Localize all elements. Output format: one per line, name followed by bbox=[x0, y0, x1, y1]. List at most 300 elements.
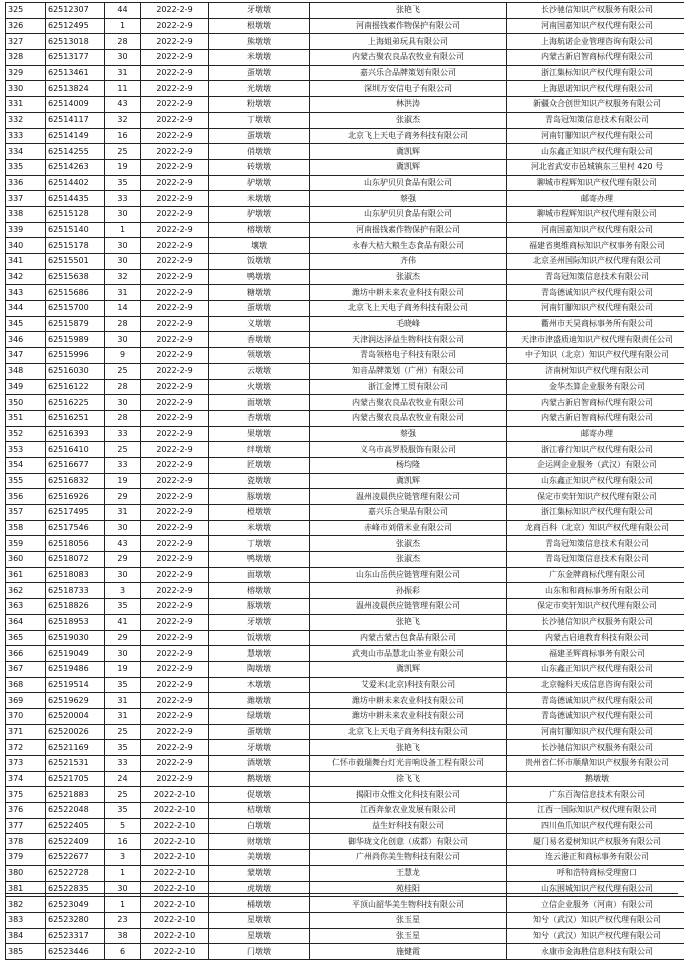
trademark-name: 驴墩墩 bbox=[209, 206, 310, 222]
class-number: 30 bbox=[105, 50, 141, 66]
table-row bbox=[6, 191, 684, 207]
class-number: 3 bbox=[105, 850, 141, 866]
row-index: 342 bbox=[6, 269, 46, 285]
table-row bbox=[6, 505, 684, 521]
registration-number: 62523049 bbox=[46, 897, 105, 913]
agency-name: 天津市津盛质迪知识产权代理有限责任公司 bbox=[507, 332, 684, 348]
filing-date: 2022-2-9 bbox=[141, 65, 209, 81]
class-number: 33 bbox=[105, 457, 141, 473]
row-index: 359 bbox=[6, 536, 46, 552]
filing-date: 2022-2-9 bbox=[141, 489, 209, 505]
registration-number: 62519486 bbox=[46, 661, 105, 677]
applicant-name: 浙江金博工贸有限公司 bbox=[310, 379, 507, 395]
class-number: 28 bbox=[105, 379, 141, 395]
agency-name: 知兮（武汉）知识产权代理有限公司 bbox=[507, 928, 684, 944]
class-number: 33 bbox=[105, 191, 141, 207]
table-row bbox=[6, 50, 684, 66]
filing-date: 2022-2-9 bbox=[141, 536, 209, 552]
agency-name: 山东鑫正知识产权代理有限公司 bbox=[507, 144, 684, 160]
table-row bbox=[6, 112, 684, 128]
class-number: 44 bbox=[105, 3, 141, 19]
registration-number: 62514149 bbox=[46, 128, 105, 144]
agency-name: 河南钉腳知识产权代理有限公司 bbox=[507, 724, 684, 740]
class-number: 25 bbox=[105, 787, 141, 803]
applicant-name: 上海姐弟玩具有限公司 bbox=[310, 34, 507, 50]
table-row bbox=[6, 473, 684, 489]
class-number: 14 bbox=[105, 301, 141, 317]
agency-name: 河南国嘉知识产权代理有限公司 bbox=[507, 18, 684, 34]
trademark-name: 粉墩墩 bbox=[209, 97, 310, 113]
agency-name: 青岛冠知策信息技术有限公司 bbox=[507, 112, 684, 128]
trademark-name: 绊墩墩 bbox=[209, 442, 310, 458]
table-row bbox=[6, 222, 684, 238]
registration-number: 62515989 bbox=[46, 332, 105, 348]
applicant-name: 冀凯辉 bbox=[310, 473, 507, 489]
class-number: 30 bbox=[105, 881, 141, 897]
agency-name: 邮寄办理 bbox=[507, 426, 684, 442]
row-index: 377 bbox=[6, 818, 46, 834]
filing-date: 2022-2-9 bbox=[141, 442, 209, 458]
class-number: 33 bbox=[105, 426, 141, 442]
applicant-name: 艾爱米(北京)科技有限公司 bbox=[310, 677, 507, 693]
registration-number: 62516677 bbox=[46, 457, 105, 473]
row-index: 375 bbox=[6, 787, 46, 803]
filing-date: 2022-2-9 bbox=[141, 410, 209, 426]
filing-date: 2022-2-10 bbox=[141, 818, 209, 834]
registration-number: 62519514 bbox=[46, 677, 105, 693]
registration-number: 62522728 bbox=[46, 865, 105, 881]
table-row bbox=[6, 567, 684, 583]
applicant-name: 张淑杰 bbox=[310, 269, 507, 285]
filing-date: 2022-2-9 bbox=[141, 238, 209, 254]
filing-date: 2022-2-9 bbox=[141, 144, 209, 160]
applicant-name: 山东山岳供应链管理有限公司 bbox=[310, 567, 507, 583]
row-index: 382 bbox=[6, 897, 46, 913]
registration-number: 62521169 bbox=[46, 740, 105, 756]
registration-number: 62518733 bbox=[46, 583, 105, 599]
table-row bbox=[6, 928, 684, 944]
registration-number: 62513018 bbox=[46, 34, 105, 50]
table-row bbox=[6, 834, 684, 850]
table-row bbox=[6, 285, 684, 301]
row-index: 352 bbox=[6, 426, 46, 442]
applicant-name: 北京飞上天电子商务科技有限公司 bbox=[310, 724, 507, 740]
table-row bbox=[6, 128, 684, 144]
class-number: 1 bbox=[105, 222, 141, 238]
table-row bbox=[6, 693, 684, 709]
table-row bbox=[6, 818, 684, 834]
filing-date: 2022-2-9 bbox=[141, 771, 209, 787]
registration-number: 62515638 bbox=[46, 269, 105, 285]
applicant-name: 张艳飞 bbox=[310, 3, 507, 19]
agency-name: 福建省奥维商标知识产权事务有限公司 bbox=[507, 238, 684, 254]
agency-name: 青岛德诚知识产权代理有限公司 bbox=[507, 708, 684, 724]
agency-name: 呼和浩特商标受理窗口 bbox=[507, 865, 684, 881]
row-index: 368 bbox=[6, 677, 46, 693]
trademark-name: 果墩墩 bbox=[209, 426, 310, 442]
registration-number: 62512495 bbox=[46, 18, 105, 34]
class-number: 35 bbox=[105, 740, 141, 756]
row-index: 327 bbox=[6, 34, 46, 50]
applicant-name: 林洪涛 bbox=[310, 97, 507, 113]
agency-name: 山东和和商标事务所有限公司 bbox=[507, 583, 684, 599]
filing-date: 2022-2-10 bbox=[141, 881, 209, 897]
trademark-name: 木墩墩 bbox=[209, 677, 310, 693]
class-number: 30 bbox=[105, 567, 141, 583]
filing-date: 2022-2-10 bbox=[141, 850, 209, 866]
applicant-name: 施健霞 bbox=[310, 944, 507, 960]
applicant-name: 张淑杰 bbox=[310, 536, 507, 552]
filing-date: 2022-2-9 bbox=[141, 285, 209, 301]
table-row bbox=[6, 865, 684, 881]
row-index: 378 bbox=[6, 834, 46, 850]
applicant-name: 嘉兴乐合果品有限公司 bbox=[310, 505, 507, 521]
row-index: 349 bbox=[6, 379, 46, 395]
registration-number: 62517546 bbox=[46, 520, 105, 536]
row-index: 336 bbox=[6, 175, 46, 191]
class-number: 32 bbox=[105, 269, 141, 285]
applicant-name: 北京飞上天电子商务科技有限公司 bbox=[310, 128, 507, 144]
registration-number: 62516410 bbox=[46, 442, 105, 458]
table-row bbox=[6, 254, 684, 270]
class-number: 25 bbox=[105, 724, 141, 740]
class-number: 43 bbox=[105, 536, 141, 552]
applicant-name: 揭阳市众惟文化科技有限公司 bbox=[310, 787, 507, 803]
class-number: 30 bbox=[105, 520, 141, 536]
agency-name: 山东鑫正知识产权代理有限公司 bbox=[507, 473, 684, 489]
trademark-name: 酒墩墩 bbox=[209, 756, 310, 772]
trademark-name: 面墩墩 bbox=[209, 395, 310, 411]
applicant-name: 平顶山韶华美生物科技有限公司 bbox=[310, 897, 507, 913]
trademark-name: 美墩墩 bbox=[209, 850, 310, 866]
applicant-name: 蔡强 bbox=[310, 191, 507, 207]
row-index: 376 bbox=[6, 803, 46, 819]
applicant-name: 仁怀市毅瑞舞台灯光音响设备工程有限公司 bbox=[310, 756, 507, 772]
registration-number: 62514263 bbox=[46, 159, 105, 175]
trademark-name: 橙墩墩 bbox=[209, 505, 310, 521]
applicant-name: 河南摇钱素作物保护有限公司 bbox=[310, 222, 507, 238]
agency-name: 上海恩诺知识产权代理有限公司 bbox=[507, 81, 684, 97]
registration-number: 62518056 bbox=[46, 536, 105, 552]
row-index: 373 bbox=[6, 756, 46, 772]
trademark-name: 门墩墩 bbox=[209, 944, 310, 960]
trademark-name: 绿墩墩 bbox=[209, 708, 310, 724]
applicant-name: 广州尚你美生物科技有限公司 bbox=[310, 850, 507, 866]
trademark-name: 鹅墩墩 bbox=[209, 771, 310, 787]
row-index: 380 bbox=[6, 865, 46, 881]
trademark-name: 白墩墩 bbox=[209, 818, 310, 834]
table-row bbox=[6, 740, 684, 756]
agency-name: 河南钉腳知识产权代理有限公司 bbox=[507, 128, 684, 144]
filing-date: 2022-2-9 bbox=[141, 254, 209, 270]
filing-date: 2022-2-9 bbox=[141, 677, 209, 693]
class-number: 30 bbox=[105, 206, 141, 222]
filing-date: 2022-2-9 bbox=[141, 426, 209, 442]
table-row bbox=[6, 18, 684, 34]
filing-date: 2022-2-9 bbox=[141, 301, 209, 317]
registration-number: 62521531 bbox=[46, 756, 105, 772]
table-row bbox=[6, 677, 684, 693]
applicant-name: 冀凯辉 bbox=[310, 661, 507, 677]
class-number: 1 bbox=[105, 897, 141, 913]
class-number: 6 bbox=[105, 944, 141, 960]
class-number: 5 bbox=[105, 818, 141, 834]
table-row bbox=[6, 944, 684, 960]
trademark-name: 牙墩墩 bbox=[209, 614, 310, 630]
table-row bbox=[6, 3, 684, 19]
trademark-name: 潍墩墩 bbox=[209, 693, 310, 709]
table-row bbox=[6, 379, 684, 395]
class-number: 16 bbox=[105, 128, 141, 144]
registration-number: 62515996 bbox=[46, 348, 105, 364]
table-row bbox=[6, 316, 684, 332]
registration-number: 62522048 bbox=[46, 803, 105, 819]
agency-name: 连云港正和商标事务有限公司 bbox=[507, 850, 684, 866]
trademark-name: 米墩墩 bbox=[209, 191, 310, 207]
registration-number: 62521705 bbox=[46, 771, 105, 787]
registration-number: 62514009 bbox=[46, 97, 105, 113]
row-index: 370 bbox=[6, 708, 46, 724]
filing-date: 2022-2-9 bbox=[141, 34, 209, 50]
applicant-name: 孙振彩 bbox=[310, 583, 507, 599]
trademark-table bbox=[5, 2, 684, 960]
filing-date: 2022-2-9 bbox=[141, 693, 209, 709]
agency-name: 广东金牌商标代理有限公司 bbox=[507, 567, 684, 583]
trademark-name: 驴墩墩 bbox=[209, 175, 310, 191]
registration-number: 62515700 bbox=[46, 301, 105, 317]
applicant-name: 张艳飞 bbox=[310, 740, 507, 756]
registration-number: 62512307 bbox=[46, 3, 105, 19]
class-number: 35 bbox=[105, 803, 141, 819]
agency-name: 知兮（武汉）知识产权代理有限公司 bbox=[507, 912, 684, 928]
registration-number: 62522405 bbox=[46, 818, 105, 834]
registration-number: 62518826 bbox=[46, 599, 105, 615]
trademark-name: 瓷墩墩 bbox=[209, 473, 310, 489]
row-index: 325 bbox=[6, 3, 46, 19]
trademark-name: 壤墩 bbox=[209, 238, 310, 254]
trademark-name: 杏墩墩 bbox=[209, 410, 310, 426]
class-number: 30 bbox=[105, 395, 141, 411]
row-index: 369 bbox=[6, 693, 46, 709]
registration-number: 62522835 bbox=[46, 881, 105, 897]
row-index: 360 bbox=[6, 552, 46, 568]
agency-name: 金华杰算企业服务有限公司 bbox=[507, 379, 684, 395]
applicant-name: 深圳万安信电子有限公司 bbox=[310, 81, 507, 97]
row-index: 371 bbox=[6, 724, 46, 740]
agency-name: 鹅墩墩 bbox=[507, 771, 684, 787]
filing-date: 2022-2-10 bbox=[141, 944, 209, 960]
filing-date: 2022-2-10 bbox=[141, 803, 209, 819]
trademark-name: 丁墩墩 bbox=[209, 536, 310, 552]
row-index: 335 bbox=[6, 159, 46, 175]
row-index: 326 bbox=[6, 18, 46, 34]
class-number: 31 bbox=[105, 505, 141, 521]
registration-number: 62518083 bbox=[46, 567, 105, 583]
filing-date: 2022-2-10 bbox=[141, 928, 209, 944]
class-number: 31 bbox=[105, 285, 141, 301]
filing-date: 2022-2-9 bbox=[141, 50, 209, 66]
table-row bbox=[6, 301, 684, 317]
filing-date: 2022-2-9 bbox=[141, 332, 209, 348]
class-number: 3 bbox=[105, 583, 141, 599]
trademark-name: 俏墩墩 bbox=[209, 144, 310, 160]
applicant-name: 徐飞飞 bbox=[310, 771, 507, 787]
agency-name: 保定市奕轩知识产权代理有限公司 bbox=[507, 489, 684, 505]
trademark-name: 米墩墩 bbox=[209, 520, 310, 536]
row-index: 351 bbox=[6, 410, 46, 426]
class-number: 28 bbox=[105, 410, 141, 426]
class-number: 41 bbox=[105, 614, 141, 630]
row-index: 329 bbox=[6, 65, 46, 81]
trademark-name: 蛋墩墩 bbox=[209, 301, 310, 317]
registration-number: 62516393 bbox=[46, 426, 105, 442]
applicant-name: 张艳飞 bbox=[310, 614, 507, 630]
agency-name: 永康市金海胜信息科技有限公司 bbox=[507, 944, 684, 960]
row-index: 364 bbox=[6, 614, 46, 630]
table-row bbox=[6, 410, 684, 426]
row-index: 337 bbox=[6, 191, 46, 207]
applicant-name: 张玉星 bbox=[310, 912, 507, 928]
filing-date: 2022-2-9 bbox=[141, 395, 209, 411]
table-row bbox=[6, 661, 684, 677]
row-index: 346 bbox=[6, 332, 46, 348]
agency-name: 长沙驰信知识产权服务有限公司 bbox=[507, 614, 684, 630]
filing-date: 2022-2-9 bbox=[141, 646, 209, 662]
filing-date: 2022-2-9 bbox=[141, 552, 209, 568]
registration-number: 62523280 bbox=[46, 912, 105, 928]
applicant-name: 温州凌晨供应链管理有限公司 bbox=[310, 489, 507, 505]
applicant-name: 张淑杰 bbox=[310, 112, 507, 128]
row-index: 341 bbox=[6, 254, 46, 270]
trademark-name: 匠墩墩 bbox=[209, 457, 310, 473]
class-number: 31 bbox=[105, 708, 141, 724]
row-index: 383 bbox=[6, 912, 46, 928]
applicant-name: 河南摇钱素作物保护有限公司 bbox=[310, 18, 507, 34]
applicant-name: 嘉兴乐合品牌策划有限公司 bbox=[310, 65, 507, 81]
table-row bbox=[6, 787, 684, 803]
filing-date: 2022-2-10 bbox=[141, 787, 209, 803]
agency-name: 浙江集标知识产权代理有限公司 bbox=[507, 65, 684, 81]
registration-number: 62523317 bbox=[46, 928, 105, 944]
row-index: 328 bbox=[6, 50, 46, 66]
class-number: 24 bbox=[105, 771, 141, 787]
filing-date: 2022-2-9 bbox=[141, 348, 209, 364]
table-row bbox=[6, 332, 684, 348]
row-index: 365 bbox=[6, 630, 46, 646]
agency-name: 厦门易名爱树知识产权服务有限公司 bbox=[507, 834, 684, 850]
agency-name: 青岛德诚知识产权代理有限公司 bbox=[507, 693, 684, 709]
row-index: 367 bbox=[6, 661, 46, 677]
applicant-name: 潍坊中耕未来农业科技有限公司 bbox=[310, 708, 507, 724]
table-row bbox=[6, 599, 684, 615]
applicant-name: 山东驴贝贝食品有限公司 bbox=[310, 175, 507, 191]
registration-number: 62516122 bbox=[46, 379, 105, 395]
registration-number: 62516030 bbox=[46, 363, 105, 379]
trademark-name: 鸭墩墩 bbox=[209, 269, 310, 285]
agency-name: 龙商百科（北京）知识产权代理有限公司 bbox=[507, 520, 684, 536]
trademark-name: 榕墩墩 bbox=[209, 222, 310, 238]
row-index: 331 bbox=[6, 97, 46, 113]
class-number: 30 bbox=[105, 332, 141, 348]
applicant-name: 赤峰市刘借米业有限公司 bbox=[310, 520, 507, 536]
row-index: 362 bbox=[6, 583, 46, 599]
filing-date: 2022-2-9 bbox=[141, 740, 209, 756]
filing-date: 2022-2-9 bbox=[141, 457, 209, 473]
filing-date: 2022-2-9 bbox=[141, 583, 209, 599]
filing-date: 2022-2-9 bbox=[141, 567, 209, 583]
class-number: 31 bbox=[105, 693, 141, 709]
applicant-name: 张淑杰 bbox=[310, 552, 507, 568]
registration-number: 62513824 bbox=[46, 81, 105, 97]
agency-name: 内蒙古新启智商标代理有限公司 bbox=[507, 410, 684, 426]
filing-date: 2022-2-9 bbox=[141, 159, 209, 175]
row-index: 345 bbox=[6, 316, 46, 332]
filing-date: 2022-2-9 bbox=[141, 97, 209, 113]
table-row bbox=[6, 442, 684, 458]
filing-date: 2022-2-9 bbox=[141, 128, 209, 144]
agency-name: 内蒙古新启智商标代理有限公司 bbox=[507, 395, 684, 411]
registration-number: 62518072 bbox=[46, 552, 105, 568]
registration-number: 62516926 bbox=[46, 489, 105, 505]
class-number: 23 bbox=[105, 912, 141, 928]
trademark-name: 根墩墩 bbox=[209, 18, 310, 34]
agency-name: 新疆众合创世知识产权服务有限公司 bbox=[507, 97, 684, 113]
filing-date: 2022-2-9 bbox=[141, 112, 209, 128]
class-number: 30 bbox=[105, 238, 141, 254]
row-index: 348 bbox=[6, 363, 46, 379]
class-number: 29 bbox=[105, 552, 141, 568]
trademark-name: 砖墩墩 bbox=[209, 159, 310, 175]
applicant-name: 潍坊中耕未来农业科技有限公司 bbox=[310, 285, 507, 301]
class-number: 30 bbox=[105, 646, 141, 662]
applicant-name: 杨均隆 bbox=[310, 457, 507, 473]
agency-name: 浙江睿行知识产权代理有限公司 bbox=[507, 442, 684, 458]
class-number: 25 bbox=[105, 363, 141, 379]
agency-name: 济南树知识产权代理有限公司 bbox=[507, 363, 684, 379]
table-row bbox=[6, 803, 684, 819]
class-number: 19 bbox=[105, 159, 141, 175]
registration-number: 62513461 bbox=[46, 65, 105, 81]
agency-name: 福建圣辉商标事务有限公司 bbox=[507, 646, 684, 662]
trademark-name: 蛋墩墩 bbox=[209, 724, 310, 740]
agency-name: 北京圣州国际知识产权代理有限公司 bbox=[507, 254, 684, 270]
table-row bbox=[6, 269, 684, 285]
agency-name: 立信企业服务（河南）有限公司 bbox=[507, 897, 684, 913]
row-index: 361 bbox=[6, 567, 46, 583]
class-number: 19 bbox=[105, 473, 141, 489]
row-index: 347 bbox=[6, 348, 46, 364]
trademark-name: 面墩墩 bbox=[209, 567, 310, 583]
trademark-name: 鸭墩墩 bbox=[209, 552, 310, 568]
applicant-name: 山东驴贝贝食品有限公司 bbox=[310, 206, 507, 222]
row-index: 330 bbox=[6, 81, 46, 97]
trademark-name: 蛋墩墩 bbox=[209, 128, 310, 144]
trademark-name: 财墩墩 bbox=[209, 834, 310, 850]
agency-name: 保定市奕轩知识产权代理有限公司 bbox=[507, 599, 684, 615]
agency-name: 长沙驰信知识产权服务有限公司 bbox=[507, 3, 684, 19]
filing-date: 2022-2-9 bbox=[141, 363, 209, 379]
filing-date: 2022-2-9 bbox=[141, 520, 209, 536]
filing-date: 2022-2-9 bbox=[141, 269, 209, 285]
applicant-name: 内蒙古聚农良品农牧业有限公司 bbox=[310, 395, 507, 411]
class-number: 19 bbox=[105, 661, 141, 677]
applicant-name: 义乌市高罗股服饰有限公司 bbox=[310, 442, 507, 458]
agency-name: 企运网企业服务（武汉）有限公司 bbox=[507, 457, 684, 473]
trademark-name: 星墩墩 bbox=[209, 928, 310, 944]
row-index: 366 bbox=[6, 646, 46, 662]
table-row bbox=[6, 489, 684, 505]
row-index: 350 bbox=[6, 395, 46, 411]
